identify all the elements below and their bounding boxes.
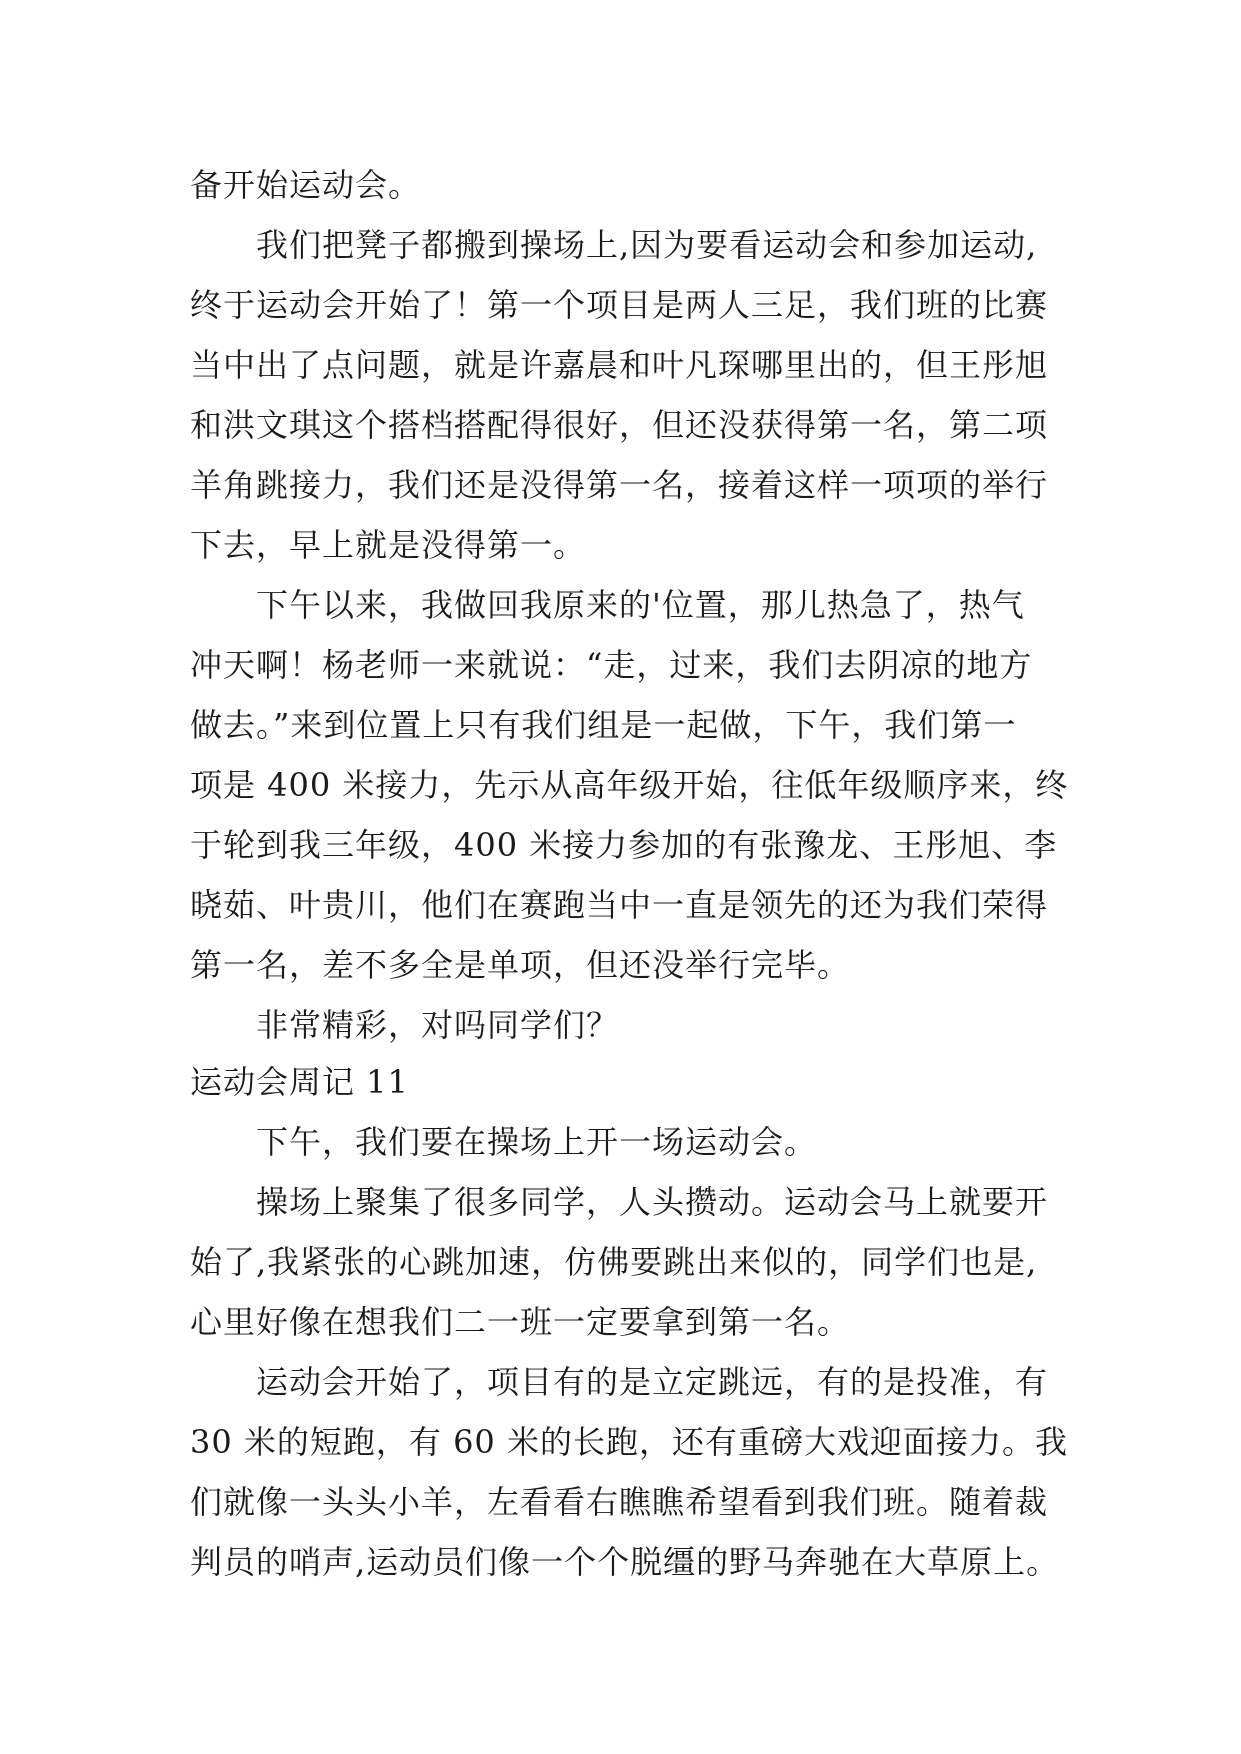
paragraph-start: 我们把凳子都搬到操场上,因为要看运动会和参加运动, — [256, 226, 1038, 264]
paragraph-start: 操场上聚集了很多同学，人头攒动。运动会马上就要开 — [256, 1183, 1049, 1221]
paragraph-start: 下午，我们要在操场上开一场运动会。 — [256, 1123, 818, 1161]
text-line: 晓茹、叶贵川，他们在赛跑当中一直是领先的还为我们荣得 — [190, 886, 1049, 924]
text-line: 下去，早上就是没得第一。 — [190, 526, 587, 564]
text-line: 和洪文琪这个搭档搭配得很好，但还没获得第一名，第二项 — [190, 406, 1049, 444]
text-line: 项是 400 米接力，先示从高年级开始，往低年级顺序来，终 — [190, 766, 1069, 804]
text-line: 第一名，差不多全是单项，但还没举行完毕。 — [190, 946, 851, 984]
paragraph-start: 非常精彩，对吗同学们？ — [256, 1006, 620, 1044]
paragraph-start: 下午以来，我做回我原来的'位置，那儿热急了，热气 — [256, 586, 1025, 624]
text-line: 羊角跳接力，我们还是没得第一名，接着这样一项项的举行 — [190, 466, 1049, 504]
text-line: 心里好像在想我们二一班一定要拿到第一名。 — [190, 1303, 851, 1341]
text-line: 30 米的短跑，有 60 米的长跑，还有重磅大戏迎面接力。我 — [190, 1423, 1068, 1461]
text-line: 备开始运动会。 — [190, 166, 422, 204]
text-line: 当中出了点问题，就是许嘉晨和叶凡琛哪里出的，但王彤旭 — [190, 346, 1049, 384]
text-line: 做去。”来到位置上只有我们组是一起做，下午，我们第一 — [190, 706, 1017, 744]
section-heading: 运动会周记 11 — [190, 1063, 409, 1101]
text-line: 冲天啊！杨老师一来就说：“走，过来，我们去阴凉的地方 — [190, 646, 1033, 684]
text-line: 们就像一头头小羊，左看看右瞧瞧希望看到我们班。随着裁 — [190, 1483, 1049, 1521]
text-line: 判员的哨声,运动员们像一个个脱缰的野马奔驰在大草原上。 — [190, 1543, 1060, 1581]
text-line: 始了,我紧张的心跳加速，仿佛要跳出来似的，同学们也是, — [190, 1243, 1038, 1281]
text-line: 于轮到我三年级，400 米接力参加的有张豫龙、王彤旭、李 — [190, 826, 1058, 864]
paragraph-start: 运动会开始了，项目有的是立定跳远，有的是投准，有 — [256, 1363, 1049, 1401]
text-line: 终于运动会开始了！第一个项目是两人三足，我们班的比赛 — [190, 286, 1049, 324]
